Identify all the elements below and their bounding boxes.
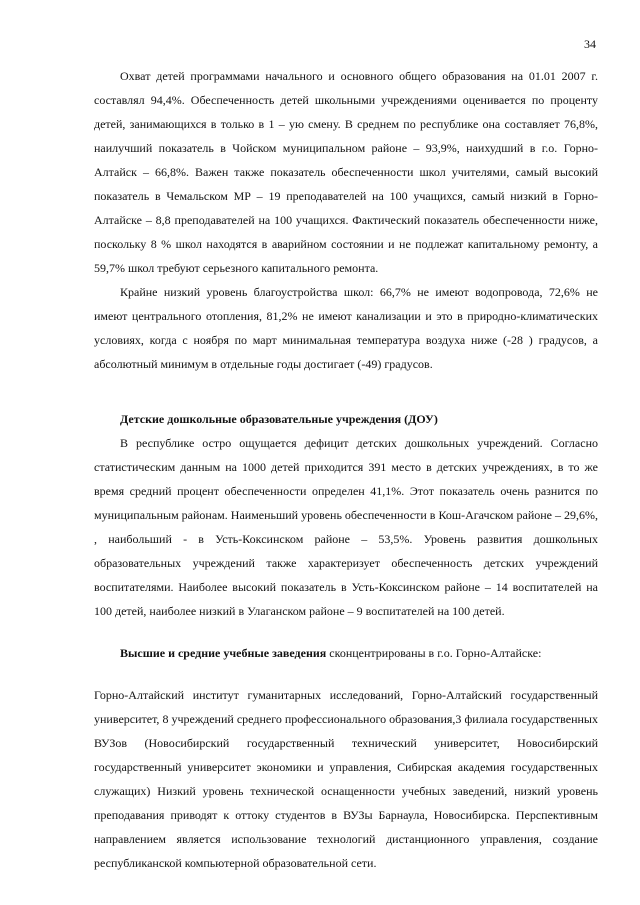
paragraph-preschool: В республике остро ощущается дефицит детских дошкольных учреждений. Согласно статистическим данным на 1000 детей приходится 391 место в детских учреждениях, в то же время средний процент обеспеченности определен 41,1%. Этот показатель очень разнится по муниципальным районам. Наименьший уровень обеспеченности в Кош-Агачском районе – 29,6%, , наибольший - в Усть-Коксинском районе – 53,5%. Уровень развития дошкольных образовательных учреждений также характеризует обеспеченность детских учреждений воспитателями. Наиболее высокий показатель в Усть-Коксинском районе – 14 воспитателей на 100 детей, наиболее низкий в Улаганском районе – 9 воспитателей на 100 детей. (94, 436, 598, 618)
higher-education-intro-text: сконцентрированы в г.о. Горно-Алтайске: (326, 646, 542, 660)
heading-higher-education: Высшие и средние учебные заведения (120, 646, 327, 660)
heading-preschool: Детские дошкольные образовательные учреждения (ДОУ) (120, 412, 438, 426)
paragraph-school-amenities: Крайне низкий уровень благоустройства школ: 66,7% не имеют водопровода, 72,6% не имеют центрального отопления, 81,2% не имеют канализации и это в природно-климатических условиях, когда с ноября по март минимальная температура воздуха ниже (-28 ) градусов, а абсолютный минимум в отдельные годы достигает (-49) градусов. (94, 285, 598, 371)
document-body (94, 64, 598, 875)
page-number: 34 (584, 37, 596, 51)
paragraph-higher-education-list: Горно-Алтайский институт гуманитарных исследований, Горно-Алтайский государственный университет, 8 учреждений среднего профессионального образования,3 филиала государственных ВУЗов (Новосибирский государственный технический университет, Новосибирский государственный университет экономики и управления, Сибирская академия государственных служащих) Низкий уровень технической оснащенности учебных заведений, низкий уровень преподавания приводят к оттоку студентов в ВУЗы Барнаула, Новосибирска. Перспективным направлением является использование технологий дистанционного управления, создание республиканской компьютерной образовательной сети. (94, 688, 598, 870)
paragraph-school-coverage: Охват детей программами начального и основного общего образования на 01.01 2007 г. составлял 94,4%. Обеспеченность детей школьными учреждениями оценивается по проценту детей, занимающихся в только в 1 – ую смену. В среднем по республике она составляет 76,8%, наилучший показатель в Чойском муниципальном районе – 93,9%, наихудший в г.о. Горно-Алтайск – 66,8%. Важен также показатель обеспеченности школ учителями, самый высокий показатель в Чемальском МР – 19 преподавателей на 100 учащихся, самый низкий в Горно-Алтайске – 8,8 преподавателей на 100 учащихся. Фактический показатель обеспеченности ниже, поскольку 8 % школ находятся в аварийном состоянии и не подлежат капитальному ремонту, а 59,7% школ требуют серьезного капитального ремонта. (94, 69, 598, 275)
paragraph-higher-education-intro (94, 641, 598, 665)
